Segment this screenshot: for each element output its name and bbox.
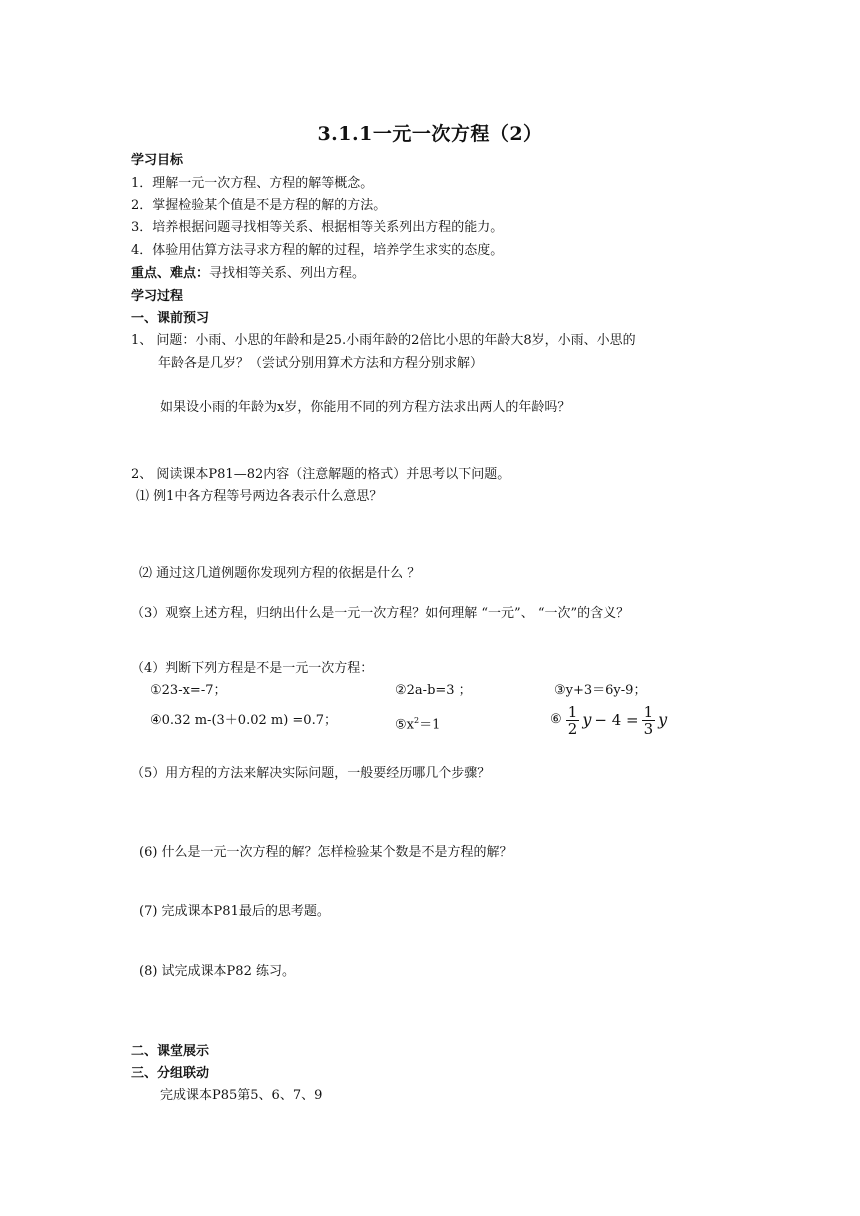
section3-heading: 三、分组联动 xyxy=(131,1066,210,1081)
equation-5 xyxy=(395,712,440,733)
key-points-text: 寻找相等关系、列出方程。 xyxy=(209,266,366,281)
goal-item: 3．培养根据问题寻找相等关系、根据相等关系列出方程的能力。 xyxy=(131,220,504,235)
question-1-line1: 1、 问题：小雨、小思的年龄和是25.小雨年龄的2倍比小思的年龄大8岁，小雨、小思的 xyxy=(131,333,636,348)
fraction-one-third xyxy=(642,704,656,737)
equation-6-marker: ⑥ xyxy=(550,712,562,727)
fraction-denominator: 3 xyxy=(643,719,654,738)
sub-question-8: (8) 试完成课本P82 练习。 xyxy=(139,964,295,979)
fraction-one-half xyxy=(566,704,580,737)
goal-item: 1．理解一元一次方程、方程的解等概念。 xyxy=(131,176,374,191)
equation-5-exponent: 2 xyxy=(414,716,420,725)
sub-question-6: (6) 什么是一元一次方程的解？怎样检验某个数是不是方程的解？ xyxy=(139,845,513,860)
equation-3: ③y+3＝6y-9； xyxy=(554,683,647,698)
equation-6 xyxy=(550,702,667,739)
equation-1: ①23-x=-7； xyxy=(150,683,227,698)
sub-question-2: ⑵ 通过这几道例题你发现列方程的依据是什么 ？ xyxy=(139,566,421,581)
sub-question-1: ⑴ 例1中各方程等号两边各表示什么意思？ xyxy=(136,489,383,504)
goals-heading: 学习目标 xyxy=(131,153,184,168)
equation-5-rest: ＝1 xyxy=(419,717,441,733)
section2-heading: 二、课堂展示 xyxy=(131,1044,210,1059)
section3-text: 完成课本P85第5、6、7、9 xyxy=(160,1088,323,1103)
goal-item: 4．体验用估算方法寻求方程的解的过程，培养学生求实的态度。 xyxy=(131,243,504,258)
sub-question-3: （3）观察上述方程，归纳出什么是一元一次方程？如何理解 “一元”、 “一次”的含义？ xyxy=(131,606,630,621)
question-2: 2、 阅读课本P81—82内容（注意解题的格式）并思考以下问题。 xyxy=(131,467,511,482)
equation-4: ④0.32 m-(3＋0.02 m) =0.7； xyxy=(150,713,337,728)
fraction-denominator: 2 xyxy=(567,719,578,738)
sub-question-5: （5）用方程的方法来解决实际问题，一般要经历哪几个步骤？ xyxy=(131,766,491,781)
fraction-numerator: 1 xyxy=(567,702,578,721)
sub-question-4: （4）判断下列方程是不是一元一次方程： xyxy=(131,661,374,676)
sub-question-7: (7) 完成课本P81最后的思考题。 xyxy=(139,904,330,919)
variable-y: y xyxy=(658,710,668,729)
equation-6-middle: − 4 = xyxy=(594,711,639,729)
question-1-line2: 年龄各是几岁？（尝试分别用算术方法和方程分别求解） xyxy=(158,356,484,371)
equation-6-formula xyxy=(566,702,667,738)
fraction-numerator: 1 xyxy=(643,702,654,721)
equation-2: ②2a-b=3 ； xyxy=(395,683,472,698)
section1-heading: 一、课前预习 xyxy=(131,311,210,326)
goal-item: 2．掌握检验某个值是不是方程的解的方法。 xyxy=(131,198,387,213)
equation-5-base: ⑤x xyxy=(395,717,414,733)
variable-y: y xyxy=(582,710,592,729)
page-title: 3.1.1一元一次方程（2） xyxy=(317,123,543,145)
key-points xyxy=(131,265,365,282)
process-heading: 学习过程 xyxy=(131,289,184,304)
key-points-label: 重点、难点： xyxy=(131,266,210,281)
question-1-line3: 如果设小雨的年龄为x岁，你能用不同的列方程方法求出两人的年龄吗？ xyxy=(160,400,571,415)
